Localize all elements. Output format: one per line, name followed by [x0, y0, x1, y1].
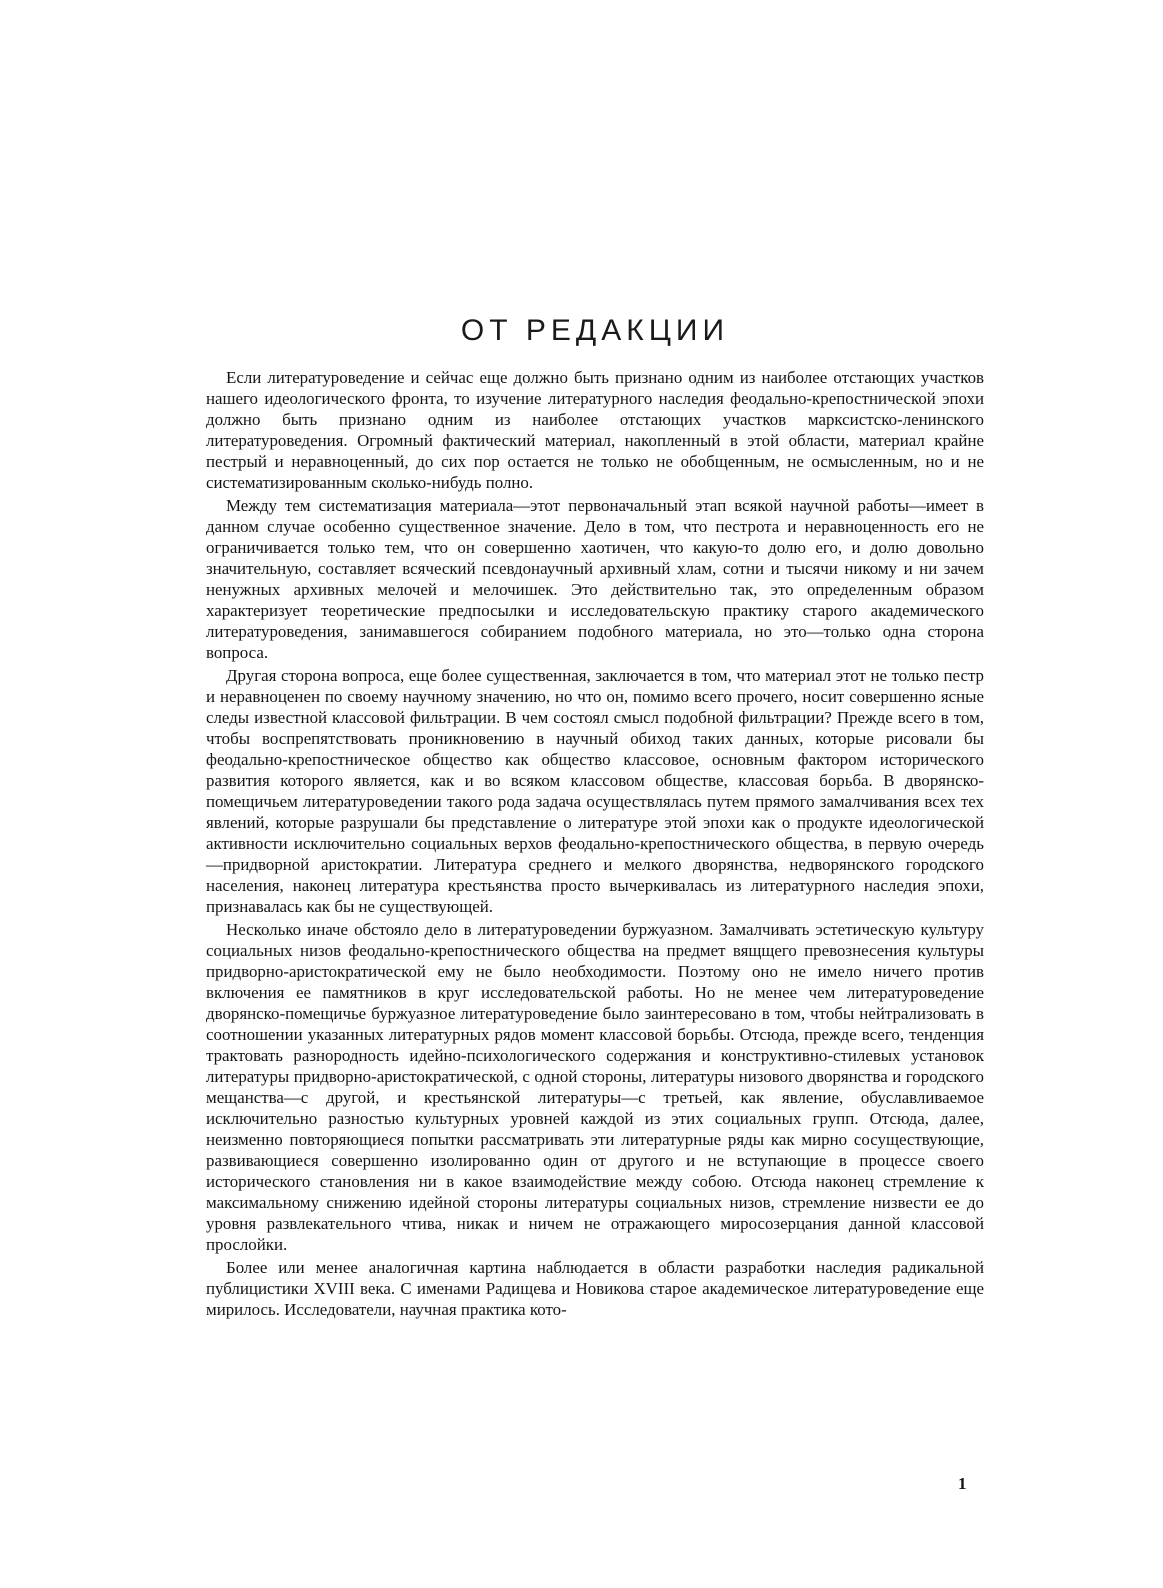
- paragraph: Если литературоведение и сейчас еще должно быть признано одним из наиболее отстающих участков нашего идеологического фронта, то изучение литературного наследия феодально-крепостнической эпохи должно быть признано одним из наиболее отстающих участков марксистско-ленинского литературоведения. Огромный фактический материал, накопленный в этой области, материал крайне пестрый и неравноценный, до сих пор остается не только не обобщенным, не осмысленным, но и не систематизированным сколько-нибудь полно.: [206, 368, 984, 492]
- paragraph: Несколько иначе обстояло дело в литературоведении буржуазном. Замалчивать эстетическую культуру социальных низов феодально-крепостнического общества на предмет вящщего превознесения культуры придворно-аристократической ему не было необходимости. Поэтому оно не имело ничего против включения ее памятников в круг исследовательской работы. Но не менее чем литературоведение дворянско-помещичье буржуазное литературоведение было заинтересовано в том, чтобы нейтрализовать в соотношении указанных литературных рядов момент классовой борьбы. Отсюда, прежде всего, тенденция трактовать разнородность идейно-психологического содержания и конструктивно-стилевых установок литературы придворно-аристократической, с одной стороны, литературы низового дворянства и городского мещанства—с другой, и крестьянской литературы—с третьей, как явление, обуславливаемое исключительно разностью культурных уровней каждой из этих социальных групп. Отсюда, далее, неизменно повторяющиеся попытки рассматривать эти литературные ряды как мирно сосуществующие, развивающиеся совершенно изолированно один от другого и не вступающие в процессе своего исторического становления ни в какое взаимодействие между собою. Отсюда наконец стремление к максимальному снижению идейной стороны литературы социальных низов, стремление низвести ее до уровня развлекательного чтива, никак и ничем не отражающего миросозерцания данной классовой прослойки.: [206, 920, 984, 1254]
- page-title: ОТ РЕДАКЦИИ: [460, 314, 730, 347]
- paragraph: Более или менее аналогичная картина наблюдается в области разработки наследия радикальной публицистики XVIII века. С именами Радищева и Новикова старое академическое литературоведение еще мирилось. Исследователи, научная практика кото-: [206, 1258, 984, 1319]
- paragraph: Другая сторона вопроса, еще более существенная, заключается в том, что материал этот не только пестр и неравноценен по своему научному значению, но что он, помимо всего прочего, носит совершенно ясные следы известной классовой фильтрации. В чем состоял смысл подобной фильтрации? Прежде всего в том, чтобы воспрепятствовать проникновению в научный обиход таких данных, которые рисовали бы феодально-крепостническое общество как общество классовое, основным фактором исторического развития которого является, как и во всяком классовом обществе, классовая борьба. В дворянско-помещичьем литературоведении такого рода задача осуществлялась путем прямого замалчивания всех тех явлений, которые разрушали бы представление о литературе этой эпохи как о продукте идеологической активности исключительно социальных верхов феодально-крепостнического общества, в первую очередь—придворной аристократии. Литература среднего и мелкого дворянства, недворянского городского населения, наконец литература крестьянства просто вычеркивалась из литературного наследия эпохи, признавалась как бы не существующей.: [206, 666, 984, 916]
- article-body: [206, 368, 984, 1323]
- page-number: 1: [958, 1474, 967, 1493]
- paragraph: Между тем систематизация материала—этот первоначальный этап всякой научной работы—имеет в данном случае особенно существенное значение. Дело в том, что пестрота и неравноценность его не ограничивается только тем, что он совершенно хаотичен, что какую-то долю его, и долю довольно значительную, составляет всяческий псевдонаучный архивный хлам, сотни и тысячи никому и ни зачем ненужных архивных мелочей и мелочишек. Это действительно так, это определенным образом характеризует теоретические предпосылки и исследовательскую практику старого академического литературоведения, занимавшегося собиранием подобного материала, но это—только одна сторона вопроса.: [206, 496, 984, 662]
